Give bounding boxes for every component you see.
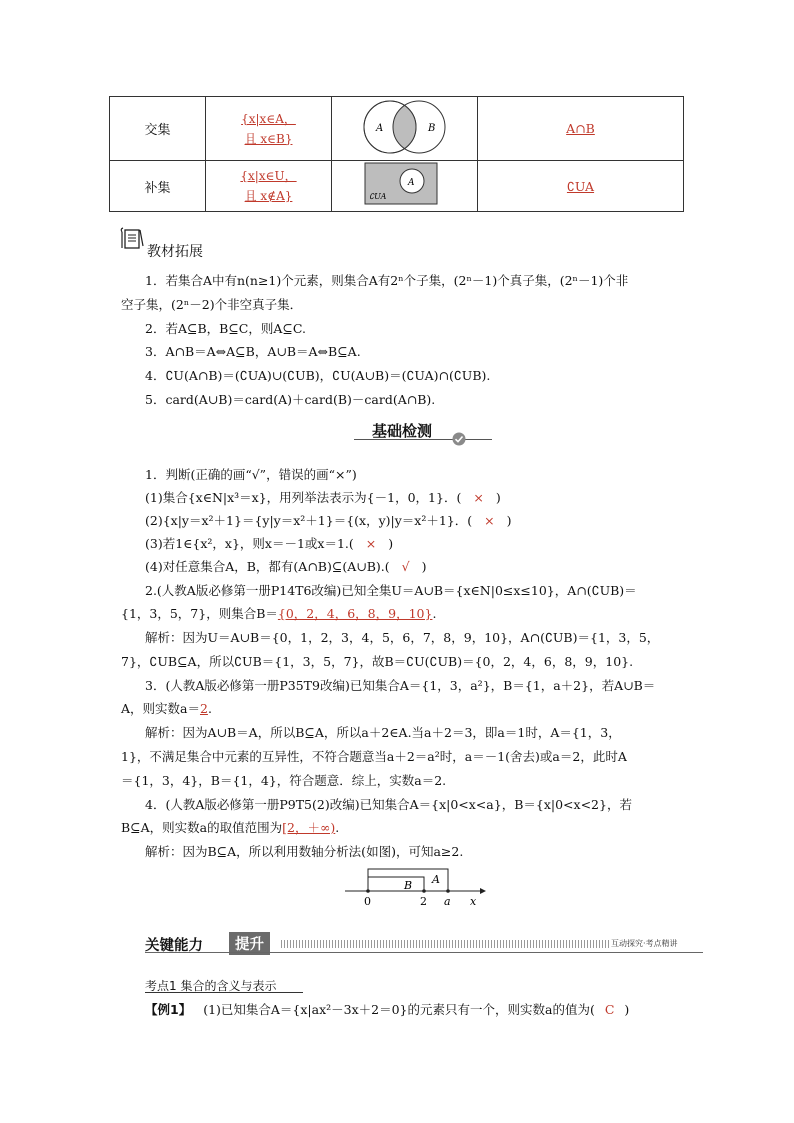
q2-solution: 7}，∁UB⊆A，所以∁UB＝{1，3，5，7}，故B＝∁U(∁UB)＝{0，2，4，6，8，9，10}. — [121, 654, 634, 669]
table-row — [110, 97, 684, 161]
check-badge-icon — [452, 432, 466, 446]
axis-label-a: a — [444, 895, 451, 908]
q1-item: (2){x|y＝x²＋1}＝{y|y＝x²＋1}＝{(x，y)|y＝x²＋1}．( × ) — [145, 513, 512, 528]
extension-item: 空子集，(2ⁿ－2)个非空真子集． — [121, 297, 303, 312]
q4-line: 4．(人教A版必修第一册P9T5(2)改编)已知集合A＝{x|0<x<a}，B＝{x|0<x<2}，若 — [145, 797, 632, 812]
q1-stem: 1．判断(正确的画“√”，错误的画“×”) — [145, 467, 357, 482]
header-pattern — [281, 940, 611, 948]
key-ability-header — [145, 934, 703, 952]
venn-label-a: A — [376, 123, 384, 134]
q2-solution: 解析：因为U＝A∪B＝{0，1，2，3，4，5，6，7，8，9，10}，A∩(∁UB)＝{1，3，5， — [145, 630, 660, 645]
answer-blank: {0，2，4，6，8，9，10} — [277, 606, 433, 621]
example-answer: C — [604, 1002, 615, 1017]
q3-solution: 1}，不满足集合中元素的互异性，不符合题意当a＋2＝a²时，a＝－1(舍去)或a＝2，此时A — [121, 749, 627, 764]
extension-title: 教材拓展 — [147, 244, 203, 260]
interval-label-a: A — [432, 873, 440, 886]
answer-mark: × — [484, 513, 495, 528]
answer-blank: [2，＋∞) — [282, 820, 336, 835]
table-row — [110, 161, 684, 212]
q4-solution: 解析：因为B⊆A，所以利用数轴分析法(如图)，可知a≥2. — [145, 844, 464, 859]
notebook-icon — [119, 226, 145, 252]
basic-check-title: 基础检测 — [372, 422, 433, 440]
q3-solution: 解析：因为A∪B＝A，所以B⊆A，所以a＋2∈A.当a＋2＝3，即a＝1时，A＝{1，3， — [145, 725, 621, 740]
topic-underline — [145, 992, 303, 993]
q2-line: {1，3，5，7}，则集合B＝{0，2，4，6，8，9，10}. — [121, 606, 437, 621]
row-expression — [206, 161, 332, 212]
expr-line: {x|x∈A， — [241, 111, 296, 126]
q1-item: (1)集合{x∈N|x³＝x}，用列举法表示为{－1，0，1}．( × ) — [145, 490, 501, 505]
expr-line: 且 x∈B} — [244, 131, 293, 146]
header-note: 互动探究·考点精讲 — [611, 939, 678, 948]
example-1: 【例1】 (1)已知集合A＝{x|ax²－3x＋2＝0}的元素只有一个，则实数a的值为( C ) — [145, 1002, 630, 1017]
q1-item: (3)若1∈{x²，x}，则x＝－1或x＝1.( × ) — [145, 536, 394, 551]
extension-item: 1．若集合A中有n(n≥1)个元素，则集合A有2ⁿ个子集，(2ⁿ－1)个真子集，(2ⁿ－1)个非 — [145, 273, 629, 288]
expr-line: {x|x∈U， — [240, 169, 297, 183]
q1-item: (4)对任意集合A，B，都有(A∩B)⊆(A∪B).( √ ) — [145, 559, 427, 574]
complement-label: ∁UA — [369, 192, 387, 201]
axis-label-x: x — [470, 895, 477, 908]
q3-line: A，则实数a＝2. — [121, 701, 212, 716]
axis-label-two: 2 — [420, 895, 427, 908]
extension-item: 4．∁U(A∩B)＝(∁UA)∪(∁UB)，∁U(A∪B)＝(∁UA)∩(∁UB). — [145, 368, 491, 383]
q4-line: B⊆A，则实数a的取值范围为[2，＋∞). — [121, 820, 340, 835]
answer-mark: √ — [401, 559, 410, 574]
row-expression — [206, 97, 332, 161]
example-label: 【例1】 — [145, 1002, 192, 1017]
header-rule — [145, 952, 703, 953]
complement-figure — [332, 161, 478, 212]
row-symbol: ∁UA — [478, 161, 684, 212]
expr-line: 且 x∉A} — [244, 189, 293, 203]
q3-line: 3．(人教A版必修第一册P35T9改编)已知集合A＝{1，3，a²}，B＝{1，a＋2}，若A∪B＝ — [145, 678, 656, 693]
complement-label-a: A — [408, 178, 415, 188]
venn-label-b: B — [428, 123, 436, 134]
q3-solution: ＝{1，3，4}，B＝{1，4}，符合题意．综上，实数a＝2. — [121, 773, 447, 788]
extension-item: 3．A∩B＝A⇔A⊆B，A∪B＝A⇔B⊆A. — [145, 344, 361, 359]
extension-item: 2．若A⊆B，B⊆C，则A⊆C. — [145, 321, 306, 336]
venn-intersection-figure — [332, 97, 478, 161]
key-ability-badge: 提升 — [229, 932, 270, 955]
key-ability-title: 关键能力 — [145, 938, 203, 954]
axis-label-zero: 0 — [364, 895, 371, 908]
extension-item: 5．card(A∪B)＝card(A)＋card(B)－card(A∩B). — [145, 392, 436, 407]
answer-mark: × — [473, 490, 484, 505]
interval-label-b: B — [404, 879, 413, 892]
answer-blank: 2 — [199, 701, 208, 716]
row-name: 补集 — [110, 161, 206, 212]
number-line-figure — [340, 864, 490, 910]
row-symbol: A∩B — [478, 97, 684, 161]
q2-line: 2.(人教A版必修第一册P14T6改编)已知全集U＝A∪B＝{x∈N|0≤x≤10}，A∩(∁UB)＝ — [145, 583, 637, 598]
set-operations-table — [109, 96, 684, 212]
answer-mark: × — [365, 536, 377, 551]
topic-title: 考点1 集合的含义与表示 — [145, 979, 277, 993]
row-name: 交集 — [110, 97, 206, 161]
